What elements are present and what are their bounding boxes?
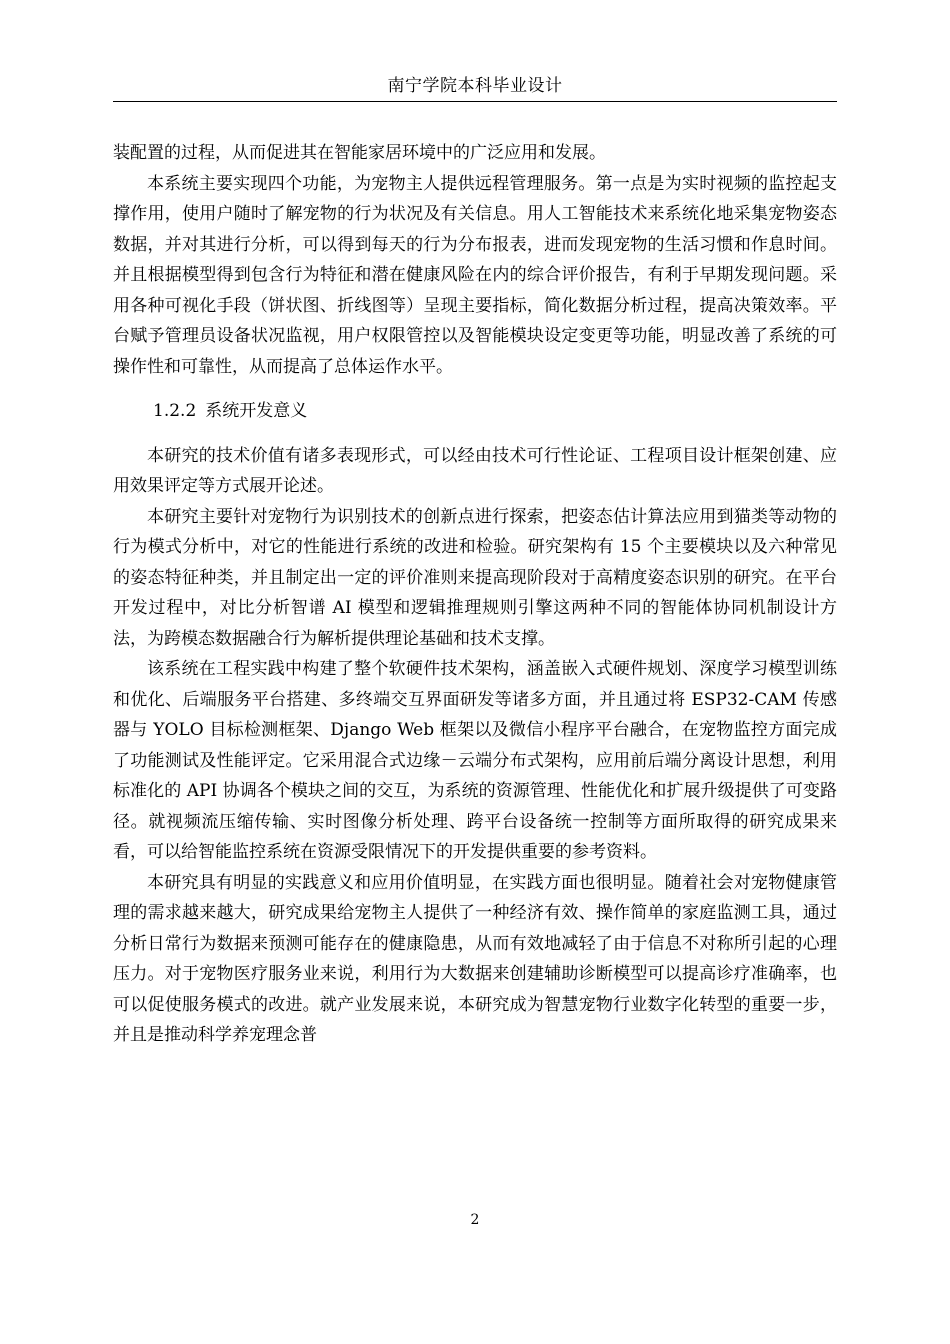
paragraph-system-functions: 本系统主要实现四个功能，为宠物主人提供远程管理服务。第一点是为实时视频的监控起支撑作用，使用户随时了解宠物的行为状况及有关信息。用人工智能技术来系统化地采集宠物姿态数据，并对其进行分析，可以得到每天的行为分布报表，进而发现宠物的生活习惯和作息时间。并且根据模型得到包含行为特征和潜在健康风险在内的综合评价报告，有利于早期发现问题。采用各种可视化手段（饼状图、折线图等）呈现主要指标，简化数据分析过程，提高决策效率。平台赋予管理员设备状况监视，用户权限管控以及智能模块设定变更等功能，明显改善了系统的可操作性和可靠性，从而提高了总体运作水平。 [113,173,837,377]
section-heading [113,396,837,427]
body-text [113,138,837,1051]
section-title: 系统开发意义 [205,401,308,421]
paragraph-engineering-practice: 该系统在工程实践中构建了整个软硬件技术架构，涵盖嵌入式硬件规划、深度学习模型训练和优化、后端服务平台搭建、多终端交互界面研发等诸多方面，并且通过将 ESP32-CAM 传感器与 YOLO 目标检测框架、Django Web 框架以及微信小程序平台融合，在宠物监控方面完成了功能测试及性能评定。它采用混合式边缘－云端分布式架构，应用前后端分离设计思想，利用标准化的 API 协调各个模块之间的交互，为系统的资源管理、性能优化和扩展升级提供了可变路径。就视频流压缩传输、实时图像分析处理、跨平台设备统一控制等方面所取得的研究成果来看，可以给智能监控系统在资源受限情况下的开发提供重要的参考资料。 [113,659,837,862]
page-number: 2 [470,1212,480,1228]
running-header: 南宁学院本科毕业设计 [387,76,563,96]
paragraph-technical-value: 本研究的技术价值有诸多表现形式，可以经由技术可行性论证、工程项目设计框架创建、应用效果评定等方式展开论述。 [113,445,837,496]
paragraph-research-focus: 本研究主要针对宠物行为识别技术的创新点进行探索，把姿态估计算法应用到猫类等动物的行为模式分析中，对它的性能进行系统的改进和检验。研究架构有 15 个主要模块以及六种常见的姿态特征种类，并且制定出一定的评价准则来提高现阶段对于高精度姿态识别的研究。在平台开发过程中，对比分析智谱 AI 模型和逻辑推理规则引擎这两种不同的智能体协同机制设计方法，为跨模态数据融合行为解析提供理论基础和技术支撑。 [113,506,837,649]
header-divider [113,101,837,102]
section-number: 1.2.2 [153,401,197,421]
paragraph-continued: 装配置的过程，从而促进其在智能家居环境中的广泛应用和发展。 [113,143,606,163]
paragraph-practical-significance: 本研究具有明显的实践意义和应用价值明显，在实践方面也很明显。随着社会对宠物健康管理的需求越来越大，研究成果给宠物主人提供了一种经济有效、操作简单的家庭监测工具，通过分析日常行为数据来预测可能存在的健康隐患，从而有效地减轻了由于信息不对称所引起的心理压力。对于宠物医疗服务业来说，利用行为大数据来创建辅助诊断模型可以提高诊疗准确率，也可以促使服务模式的改进。就产业发展来说，本研究成为智慧宠物行业数字化转型的重要一步，并且是推动科学养宠理念普 [113,872,837,1045]
